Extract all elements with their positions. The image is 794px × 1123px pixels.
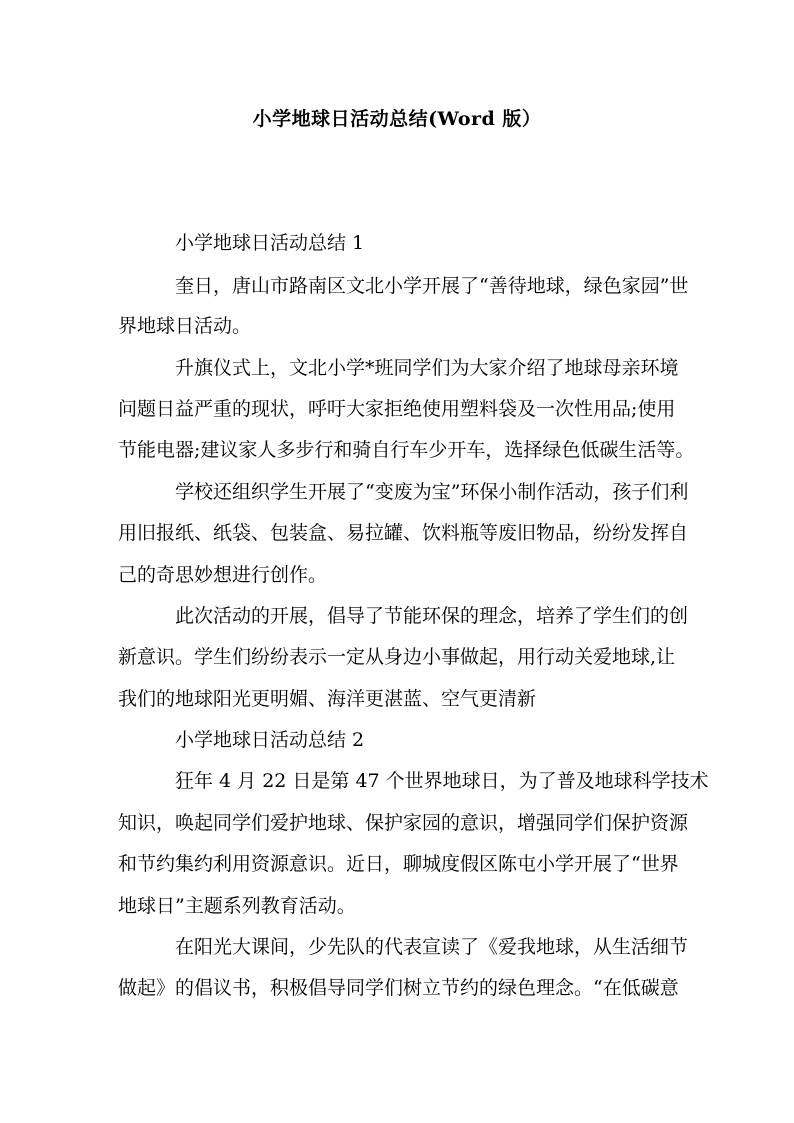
section-heading-2: 小学地球日活动总结 2 <box>175 729 365 751</box>
paragraph-line: 问题日益严重的现状，呼吁大家拒绝使用塑料袋及一次性用品;使用 <box>118 398 676 420</box>
paragraph-line: 奎日，唐山市路南区文北小学开展了“善待地球，绿色家园”世 <box>175 275 689 297</box>
paragraph-line: 在阳光大课间，少先队的代表宣读了《爱我地球，从生活细节 <box>175 936 689 958</box>
paragraph-line: 界地球日活动。 <box>118 315 252 337</box>
paragraph-line: 做起》的倡议书，积极倡导同学们树立节约的绿色理念。“在低碳意 <box>118 977 679 999</box>
paragraph-line: 此次活动的开展，倡导了节能环保的理念，培养了学生们的创 <box>175 605 689 627</box>
paragraph-line: 节能电器;建议家人多步行和骑自行车少开车，选择绿色低碳生活等。 <box>118 439 695 461</box>
paragraph-line: 用旧报纸、纸袋、包装盒、易拉罐、饮料瓶等废旧物品，纷纷发挥自 <box>118 522 689 544</box>
document-title: 小学地球日活动总结(Word 版） <box>252 108 542 130</box>
paragraph-line: 新意识。学生们纷纷表示一定从身边小事做起，用行动关爱地球,让 <box>118 646 676 668</box>
paragraph-line: 我们的地球阳光更明媚、海洋更湛蓝、空气更清新 <box>118 688 537 710</box>
paragraph-line: 升旗仪式上，文北小学*班同学们为大家介绍了地球母亲环境 <box>175 357 679 379</box>
paragraph-line: 和节约集约利用资源意识。近日，聊城度假区陈屯小学开展了“世界 <box>118 853 679 875</box>
section-heading-1: 小学地球日活动总结 1 <box>175 232 365 254</box>
paragraph-line: 知识，唤起同学们爱护地球、保护家园的意识，增强同学们保护资源 <box>118 812 689 834</box>
paragraph-line: 狂年 4 月 22 日是第 47 个世界地球日，为了普及地球科学技术 <box>175 770 709 792</box>
paragraph-line: 己的奇思妙想进行创作。 <box>118 564 328 586</box>
paragraph-line: 学校还组织学生开展了“变废为宝”环保小制作活动，孩子们利 <box>175 481 689 503</box>
paragraph-line: 地球日”主题系列教育活动。 <box>118 895 356 917</box>
